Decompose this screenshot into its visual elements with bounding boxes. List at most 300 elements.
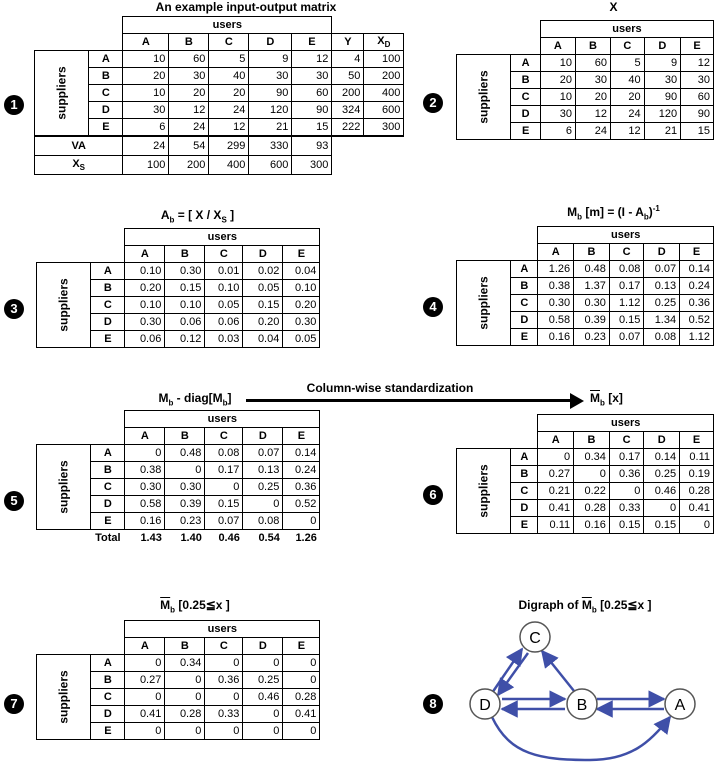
panel-8-marker: 8 <box>423 694 443 714</box>
cell: 0.16 <box>574 517 610 534</box>
cell: 12 <box>209 119 249 137</box>
row-header: B <box>89 68 123 85</box>
suppliers-label: suppliers <box>37 445 91 530</box>
panel-3-marker: 3 <box>4 299 24 319</box>
col-header: B <box>165 428 205 445</box>
cell: 0.06 <box>165 314 205 331</box>
row-header: D <box>511 312 538 329</box>
cell: 20 <box>169 85 209 102</box>
suppliers-label: suppliers <box>37 263 91 348</box>
cell: 400 <box>209 156 249 175</box>
col-header: D <box>243 638 283 655</box>
cell: 12 <box>575 106 610 123</box>
cell: 120 <box>249 102 292 119</box>
cell: 0.11 <box>538 517 574 534</box>
cell: 0.46 <box>644 483 680 500</box>
cell: 0.28 <box>680 483 714 500</box>
cell: 0.33 <box>609 500 643 517</box>
cell: 0.28 <box>574 500 610 517</box>
cell: 0.08 <box>205 445 243 462</box>
suppliers-label: suppliers <box>457 261 511 346</box>
cell: 30 <box>249 68 292 85</box>
cell: 0.36 <box>680 295 714 312</box>
cell: 0.15 <box>609 312 643 329</box>
col-header: C <box>205 246 243 263</box>
cell: 0.20 <box>125 280 165 297</box>
cell: 50 <box>332 68 364 85</box>
cell: 60 <box>681 89 714 106</box>
panel-3-title: $A_b$ = [ X / $X_S$ ] <box>160 208 235 225</box>
cell: 93 <box>292 136 332 156</box>
col-header: E <box>292 34 332 51</box>
cell: 20 <box>611 89 645 106</box>
cell: 1.12 <box>609 295 643 312</box>
cell: 0 <box>125 689 165 706</box>
col-header: A <box>125 428 165 445</box>
cell: 0 <box>283 655 320 672</box>
cell: 0.11 <box>680 449 714 466</box>
cell: 12 <box>681 55 714 72</box>
users-header: users <box>123 17 332 34</box>
cell: 0.33 <box>205 706 243 723</box>
xs-label: $X_S$ <box>35 156 123 175</box>
cell: 12 <box>292 51 332 68</box>
cell: 30 <box>123 102 169 119</box>
cell: 400 <box>364 85 404 102</box>
panel-2-title: X <box>609 0 618 14</box>
edge-c-d <box>498 653 528 695</box>
col-header: E <box>681 38 714 55</box>
cell: 0.41 <box>283 706 320 723</box>
cell: 60 <box>575 55 610 72</box>
cell: 0.30 <box>125 479 165 496</box>
cell: 21 <box>644 123 681 140</box>
col-header: A <box>125 638 165 655</box>
cell: 0 <box>574 466 610 483</box>
cell: 100 <box>123 156 169 175</box>
cell: 0.06 <box>205 314 243 331</box>
standardization-arrow-head <box>570 393 584 409</box>
cell: 0.03 <box>205 331 243 348</box>
users-header: users <box>538 227 714 244</box>
cell: 0.27 <box>125 672 165 689</box>
cell: 0.15 <box>165 280 205 297</box>
cell: 0.48 <box>165 445 205 462</box>
cell: 200 <box>332 85 364 102</box>
cell: 0 <box>125 655 165 672</box>
cell: 24 <box>611 106 645 123</box>
cell: 90 <box>292 102 332 119</box>
cell: 0.38 <box>125 462 165 479</box>
cell: 40 <box>209 68 249 85</box>
node-b-label: B <box>576 697 588 714</box>
cell: 0.25 <box>243 672 283 689</box>
panel-7-table <box>36 620 320 740</box>
digraph <box>440 615 710 765</box>
cell: 300 <box>292 156 332 175</box>
cell: 0.24 <box>680 278 714 295</box>
cell: 24 <box>575 123 610 140</box>
cell: 222 <box>332 119 364 137</box>
cell: 0.38 <box>538 278 574 295</box>
row-header: D <box>511 106 541 123</box>
users-header: users <box>125 621 320 638</box>
cell: 0.36 <box>609 466 643 483</box>
cell: 0.52 <box>283 496 320 513</box>
cell: 0.28 <box>283 689 320 706</box>
row-header: E <box>91 513 125 530</box>
cell: 0.07 <box>609 329 643 346</box>
cell: 0.25 <box>644 295 680 312</box>
row-header: B <box>91 462 125 479</box>
row-header: A <box>511 261 538 278</box>
row-header: C <box>91 479 125 496</box>
cell: 24 <box>209 102 249 119</box>
cell: 0.34 <box>165 655 205 672</box>
cell: 0 <box>165 689 205 706</box>
panel-8-title: Digraph of $\overline{M}_b$ [0.25≦x ] <box>518 598 652 615</box>
cell: 60 <box>292 85 332 102</box>
cell: 0.14 <box>680 261 714 278</box>
cell: 0.48 <box>574 261 610 278</box>
suppliers-label: suppliers <box>457 449 511 534</box>
col-header: C <box>611 38 645 55</box>
cell: 15 <box>681 123 714 140</box>
cell: 200 <box>169 156 209 175</box>
panel-5-table <box>36 410 320 546</box>
cell: 90 <box>249 85 292 102</box>
panel-3-table <box>36 228 320 348</box>
xd-header: $X_D$ <box>364 34 404 51</box>
col-header: A <box>540 38 575 55</box>
total-cell: 0.46 <box>218 532 240 544</box>
row-header: E <box>511 329 538 346</box>
total-label: Total <box>95 532 121 544</box>
cell: 0 <box>243 496 283 513</box>
cell: 6 <box>123 119 169 137</box>
cell: 0.19 <box>680 466 714 483</box>
cell: 12 <box>169 102 209 119</box>
row-header: C <box>511 89 541 106</box>
col-header: C <box>205 638 243 655</box>
row-header: C <box>511 483 538 500</box>
cell: 0 <box>205 723 243 740</box>
cell: 0 <box>205 655 243 672</box>
cell: 0.10 <box>165 297 205 314</box>
suppliers-label: suppliers <box>37 655 91 740</box>
col-header: C <box>609 432 643 449</box>
cell: 0 <box>283 513 320 530</box>
arrow-label: Column-wise standardization <box>306 381 474 395</box>
cell: 600 <box>249 156 292 175</box>
cell: 0.05 <box>283 331 320 348</box>
col-header: B <box>165 246 205 263</box>
cell: 0.17 <box>609 449 643 466</box>
panel-7-marker: 7 <box>4 694 24 714</box>
cell: 1.34 <box>644 312 680 329</box>
cell: 0.13 <box>243 462 283 479</box>
cell: 0.34 <box>574 449 610 466</box>
cell: 9 <box>249 51 292 68</box>
cell: 0.41 <box>125 706 165 723</box>
row-header: E <box>89 119 123 137</box>
cell: 0.21 <box>538 483 574 500</box>
col-header: D <box>243 428 283 445</box>
cell: 330 <box>249 136 292 156</box>
col-header: D <box>644 244 680 261</box>
row-header: C <box>91 689 125 706</box>
col-header: D <box>644 38 681 55</box>
col-header: A <box>123 34 169 51</box>
cell: 0.58 <box>538 312 574 329</box>
row-header: D <box>89 102 123 119</box>
users-header: users <box>538 415 714 432</box>
cell: 0.07 <box>243 445 283 462</box>
cell: 60 <box>169 51 209 68</box>
row-header: B <box>91 280 125 297</box>
cell: 10 <box>123 51 169 68</box>
cell: 0.10 <box>205 280 243 297</box>
panel-6-table <box>456 414 714 534</box>
cell: 0.07 <box>644 261 680 278</box>
panel-2-marker: 2 <box>423 93 443 113</box>
cell: 0.10 <box>125 297 165 314</box>
suppliers-label: suppliers <box>457 55 511 140</box>
row-header: D <box>91 314 125 331</box>
cell: 0.05 <box>243 280 283 297</box>
cell: 10 <box>540 89 575 106</box>
cell: 20 <box>209 85 249 102</box>
suppliers-label: suppliers <box>35 51 89 137</box>
cell: 0.13 <box>644 278 680 295</box>
users-header: users <box>125 229 320 246</box>
cell: 10 <box>123 85 169 102</box>
cell: 30 <box>292 68 332 85</box>
col-header: A <box>538 432 574 449</box>
cell: 0.10 <box>125 263 165 280</box>
cell: 30 <box>681 72 714 89</box>
cell: 90 <box>644 89 681 106</box>
row-header: C <box>91 297 125 314</box>
row-header: E <box>511 517 538 534</box>
cell: 24 <box>123 136 169 156</box>
row-header: B <box>511 466 538 483</box>
col-header: B <box>574 432 610 449</box>
cell: 0.41 <box>680 500 714 517</box>
panel-6-title: $\overline{M}_b$ [x] <box>590 391 623 408</box>
cell: 0 <box>165 462 205 479</box>
row-header: E <box>91 331 125 348</box>
panel-4-marker: 4 <box>423 297 443 317</box>
cell: 9 <box>644 55 681 72</box>
total-cell: 1.40 <box>180 532 202 544</box>
cell: 1.37 <box>574 278 610 295</box>
panel-1-title: An example input-output matrix <box>155 0 337 14</box>
row-header: C <box>89 85 123 102</box>
row-header: C <box>511 295 538 312</box>
panel-4-title: $M_b$ $[m] = (I - A_b)^{-1}$ <box>567 204 660 222</box>
panel-4-table <box>456 226 714 346</box>
cell: 0.06 <box>125 331 165 348</box>
cell: 0 <box>243 655 283 672</box>
cell: 0.16 <box>538 329 574 346</box>
y-header: Y <box>332 34 364 51</box>
cell: 0.07 <box>205 513 243 530</box>
standardization-arrow-line <box>246 399 572 402</box>
cell: 0.08 <box>644 329 680 346</box>
panel-5-marker: 5 <box>4 491 24 511</box>
cell: 30 <box>169 68 209 85</box>
cell: 10 <box>540 55 575 72</box>
cell: 0.30 <box>125 314 165 331</box>
row-header: D <box>91 706 125 723</box>
cell: 300 <box>364 119 404 137</box>
cell: 30 <box>644 72 681 89</box>
cell: 0.30 <box>538 295 574 312</box>
cell: 20 <box>540 72 575 89</box>
cell: 0.15 <box>243 297 283 314</box>
users-header: users <box>540 21 713 38</box>
cell: 0 <box>125 723 165 740</box>
row-header: A <box>511 55 541 72</box>
cell: 0 <box>609 483 643 500</box>
cell: 0.15 <box>644 517 680 534</box>
cell: 0.27 <box>538 466 574 483</box>
col-header: E <box>680 432 714 449</box>
col-header: D <box>243 246 283 263</box>
cell: 0.23 <box>165 513 205 530</box>
panel-7-title: $\overline{M}_b$ [0.25≦x ] <box>160 598 230 615</box>
row-header: A <box>91 263 125 280</box>
edge-b-c <box>542 651 574 691</box>
total-cell: 1.26 <box>295 532 317 544</box>
cell: 120 <box>644 106 681 123</box>
cell: 20 <box>123 68 169 85</box>
cell: 0 <box>165 723 205 740</box>
cell: 0 <box>538 449 574 466</box>
col-header: E <box>283 638 320 655</box>
cell: 0.02 <box>243 263 283 280</box>
cell: 0.15 <box>205 496 243 513</box>
col-header: C <box>205 428 243 445</box>
row-header: A <box>89 51 123 68</box>
cell: 0.20 <box>243 314 283 331</box>
cell: 0.30 <box>574 295 610 312</box>
cell: 0.15 <box>609 517 643 534</box>
cell: 0 <box>125 445 165 462</box>
row-header: A <box>511 449 538 466</box>
cell: 0.52 <box>680 312 714 329</box>
cell: 0 <box>243 723 283 740</box>
cell: 1.26 <box>538 261 574 278</box>
cell: 0.12 <box>165 331 205 348</box>
cell: 0.30 <box>165 479 205 496</box>
cell: 0 <box>680 517 714 534</box>
cell: 324 <box>332 102 364 119</box>
col-header: B <box>575 38 610 55</box>
cell: 0 <box>243 706 283 723</box>
cell: 0.39 <box>165 496 205 513</box>
cell: 0.25 <box>243 479 283 496</box>
cell: 4 <box>332 51 364 68</box>
cell: 200 <box>364 68 404 85</box>
row-header: B <box>91 672 125 689</box>
va-label: VA <box>35 136 123 156</box>
cell: 0.20 <box>283 297 320 314</box>
cell: 90 <box>681 106 714 123</box>
cell: 21 <box>249 119 292 137</box>
cell: 15 <box>292 119 332 137</box>
node-a-label: A <box>674 697 686 714</box>
cell: 0.30 <box>165 263 205 280</box>
cell: 0.23 <box>574 329 610 346</box>
cell: 600 <box>364 102 404 119</box>
cell: 0.16 <box>125 513 165 530</box>
cell: 0 <box>644 500 680 517</box>
total-cell: 1.43 <box>140 532 162 544</box>
cell: 0.30 <box>283 314 320 331</box>
cell: 0.36 <box>283 479 320 496</box>
cell: 0.39 <box>574 312 610 329</box>
node-c-label: C <box>529 630 541 647</box>
cell: 1.12 <box>680 329 714 346</box>
col-header: E <box>283 246 320 263</box>
col-header: E <box>283 428 320 445</box>
cell: 0.10 <box>283 280 320 297</box>
cell: 5 <box>209 51 249 68</box>
row-header: E <box>91 723 125 740</box>
cell: 0.08 <box>609 261 643 278</box>
edge-d-c <box>492 649 522 693</box>
col-header: A <box>125 246 165 263</box>
row-header: A <box>91 655 125 672</box>
cell: 0 <box>283 672 320 689</box>
cell: 12 <box>611 123 645 140</box>
cell: 0.04 <box>283 263 320 280</box>
cell: 24 <box>169 119 209 137</box>
cell: 0.24 <box>283 462 320 479</box>
cell: 0.25 <box>644 466 680 483</box>
cell: 20 <box>575 89 610 106</box>
cell: 0.14 <box>283 445 320 462</box>
row-header: D <box>511 500 538 517</box>
col-header: C <box>209 34 249 51</box>
cell: 6 <box>540 123 575 140</box>
row-header: E <box>511 123 541 140</box>
cell: 0.22 <box>574 483 610 500</box>
cell: 0.14 <box>644 449 680 466</box>
col-header: B <box>165 638 205 655</box>
cell: 100 <box>364 51 404 68</box>
cell: 0.17 <box>609 278 643 295</box>
panel-2-table <box>456 20 714 140</box>
row-header: D <box>91 496 125 513</box>
cell: 0.58 <box>125 496 165 513</box>
users-header: users <box>125 411 320 428</box>
total-cell: 0.54 <box>258 532 280 544</box>
col-header: B <box>574 244 610 261</box>
cell: 0.41 <box>538 500 574 517</box>
node-d-label: D <box>479 697 491 714</box>
cell: 0.01 <box>205 263 243 280</box>
cell: 30 <box>540 106 575 123</box>
cell: 0.28 <box>165 706 205 723</box>
cell: 0.36 <box>205 672 243 689</box>
cell: 0 <box>165 672 205 689</box>
cell: 0.04 <box>243 331 283 348</box>
panel-1-table <box>34 16 404 175</box>
col-header: B <box>169 34 209 51</box>
